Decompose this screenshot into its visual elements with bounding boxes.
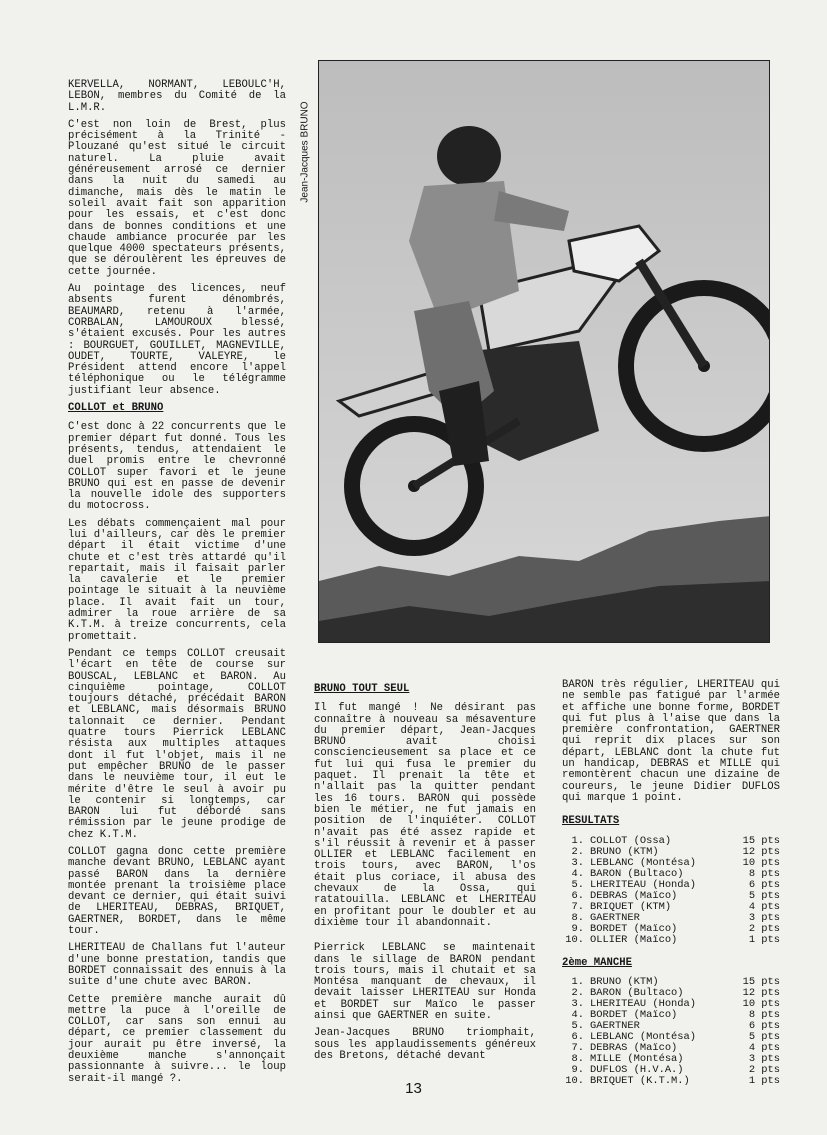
result-position: 1. (571, 975, 584, 988)
result-points: 10 pts (742, 856, 780, 869)
result-points: 2 pts (748, 922, 780, 935)
results-table-first-heat (562, 836, 780, 946)
result-position: 10. (565, 933, 584, 946)
result-rider: COLLOT (Ossa) (590, 834, 672, 847)
result-rider: BRIQUET (KTM) (590, 900, 672, 913)
result-points: 1 pts (748, 933, 780, 946)
photo-credit-text: Jean-Jacques BRUNO (299, 101, 311, 203)
motocross-photo (318, 60, 770, 643)
result-rider: BRIQUET (K.T.M.) (590, 1074, 690, 1087)
result-position: 9. (571, 922, 584, 935)
result-row (562, 924, 780, 935)
result-row (562, 891, 780, 902)
result-rider: LEBLANC (Montésa) (590, 856, 697, 869)
result-row (562, 935, 780, 946)
result-points: 4 pts (748, 900, 780, 913)
result-position: 4. (571, 1008, 584, 1021)
result-rider: LEBLANC (Montésa) (590, 1030, 697, 1043)
result-rider: DEBRAS (Maïco) (590, 1041, 678, 1054)
motocross-jump-illustration (319, 61, 770, 643)
result-rider: LHERITEAU (Honda) (590, 878, 697, 891)
results-heading: RESULTATS (562, 815, 620, 828)
result-position: 6. (571, 1030, 584, 1043)
collot-bruno-heading: COLLOT et BRUNO (68, 402, 164, 415)
second-heat-paragraph: Il fut mangé ! Ne désirant pas connaître à nouveau sa mésaventure du premier départ, Jean-Jacques BRUNO avait choisi consciencieusement sa place et ce fut lui qui fusa le premier du paquet. Il prenait la tête et n'allait pas la quitter pendant les 16 tours. BARON qui possède bien le métier, ne fut jamais en position de l'inquiéter. COLLOT n'avait pas été assez rapide et s'il réussit à revenir et à passer OLLIER et LEBLANC facilement en trois tours, avec BARON, l'os était plus coriace, il abusa des chevaux de la Ossa, qui ratatouilla. LEBLANC et LHERITEAU en profitant pour le doubler et au dixième tour il abandonnait. (314, 702, 536, 929)
result-points: 5 pts (748, 889, 780, 902)
result-position: 5. (571, 1019, 584, 1032)
result-row (562, 858, 780, 869)
result-rider: MILLE (Montésa) (590, 1052, 684, 1065)
result-rider: DUFLOS (H.V.A.) (590, 1063, 684, 1076)
debates-paragraph: Les débats commençaient mal pour lui d'ailleurs, car dès le premier départ il était victime d'une chute et c'est très attardé qu'il repartait, mais il faisait parler la cavalerie et le premier pointage le situait à la neuvième place. Il avait fait un tour, admirer la roue arrière de sa K.T.M. à treize concurrents, cela promettait. (68, 517, 286, 643)
result-position: 8. (571, 1052, 584, 1065)
absents-paragraph: Au pointage des licences, neuf absents furent dénombrés, BEAUMARD, retenu à l'armée, CORBALAN, LAMOUROUX blessé, s'étaient excusés. Pour les autres : BOURGUET, GOUILLET, MAGNEVILLE, OUDET, TOURTE, VALEYRE, le Président attend encore l'appel téléphonique ou le télégramme justifiant leur absence. (68, 283, 286, 397)
summary-paragraph: BARON très régulier, LHERITEAU qui ne semble pas fatigué par l'armée et affiche une bonne forme, BORDET qui fut plus à l'aise que dans la première confrontation, GAERTNER qui reprit dix places sur son départ, LEBLANC dont la chute fut un handicap, DEBRAS et MILLE qui remontèrent chacun une dizaine de coureurs, le jeune Didier DUFLOS qui marque 1 point. (562, 679, 780, 804)
result-rider: BRUNO (KTM) (590, 975, 659, 988)
lheriteau-paragraph: LHERITEAU de Challans fut l'auteur d'une bonne prestation, tandis que BORDET connaissait des ennuis à la suite d'une chute avec BARON. (68, 942, 286, 989)
middle-column (314, 680, 536, 1068)
result-rider: LHERITEAU (Honda) (590, 997, 697, 1010)
result-position: 9. (571, 1063, 584, 1076)
result-points: 8 pts (748, 1008, 780, 1021)
result-rider: BRUNO (KTM) (590, 845, 659, 858)
photo-credit (296, 62, 314, 242)
result-points: 3 pts (748, 1052, 780, 1065)
result-points: 15 pts (742, 975, 780, 988)
result-position: 4. (571, 867, 584, 880)
results-table-second-heat (562, 977, 780, 1087)
result-rider: BARON (Bultaco) (590, 986, 684, 999)
circuit-paragraph: C'est non loin de Brest, plus précisément à la Trinité - Plouzané qu'est situé le circuit naturel. La pluie avait généreusement arrosé ce dernier dans la nuit du samedi au dimanche, mais dès le matin le soleil avait fait son apparition pour les essais, et c'est donc dans de bonnes conditions et une chaude ambiance procurée par les quelque 4000 spectateurs présents, que se déroulèrent les épreuves de cette journée. (68, 118, 286, 278)
result-points: 6 pts (748, 1019, 780, 1032)
result-position: 7. (571, 900, 584, 913)
result-points: 12 pts (742, 845, 780, 858)
result-points: 8 pts (748, 867, 780, 880)
result-rider: BORDET (Maïco) (590, 922, 678, 935)
result-row (562, 847, 780, 858)
left-column (68, 80, 286, 1091)
result-position: 1. (571, 834, 584, 847)
result-position: 3. (571, 997, 584, 1010)
committee-paragraph: KERVELLA, NORMANT, LEBOULC'H, LEBON, membres du Comité de la L.M.R. (68, 79, 286, 114)
result-row (562, 836, 780, 847)
result-points: 6 pts (748, 878, 780, 891)
bruno-tout-seul-heading: BRUNO TOUT SEUL (314, 683, 410, 695)
result-row (562, 913, 780, 924)
result-rider: BORDET (Maïco) (590, 1008, 678, 1021)
second-heat-heading: 2ème MANCHE (562, 956, 632, 969)
result-row (562, 902, 780, 913)
result-points: 4 pts (748, 1041, 780, 1054)
result-rider: BARON (Bultaco) (590, 867, 684, 880)
result-row (562, 880, 780, 891)
result-position: 8. (571, 911, 584, 924)
start-paragraph: C'est donc à 22 concurrents que le premier départ fut donné. Tous les présents, tendus, attendaient le duel promis entre le chevronné COLLOT super favori et le jeune BRUNO qui est en passe de devenir la nouvelle idole des supporters du motocross. (68, 421, 286, 513)
result-position: 3. (571, 856, 584, 869)
result-position: 2. (571, 986, 584, 999)
second-heat-teaser-paragraph: Cette première manche aurait dû mettre la puce à l'oreille de COLLOT, car sans son ennui au départ, ce premier classement du jour aurait pu être inversé, la deuxième manche s'annonçait passionnante à suivre... le loup serait-il mangé ?. (68, 993, 286, 1085)
right-column (562, 680, 780, 1087)
page-number: 13 (405, 1080, 422, 1097)
result-rider: GAERTNER (590, 911, 640, 924)
result-points: 15 pts (742, 834, 780, 847)
result-points: 2 pts (748, 1063, 780, 1076)
result-position: 7. (571, 1041, 584, 1054)
result-position: 5. (571, 878, 584, 891)
result-points: 1 pts (748, 1074, 780, 1087)
result-row (562, 869, 780, 880)
result-position: 10. (565, 1074, 584, 1087)
leblanc-paragraph: Pierrick LEBLANC se maintenait dans le sillage de BARON pendant trois tours, mais il chutait et sa Montésa manquant de chevaux, il devait laisser LHERITEAU sur Honda et BORDET sur Maïco le passer ainsi que GAERTNER en suite. (314, 942, 536, 1023)
first-heat-result-paragraph: COLLOT gagna donc cette première manche devant BRUNO, LEBLANC ayant passé BARON dans la dernière montée prenant la troisième place devant ce dernier, qui était suivi de LHERITEAU, DEBRAS, BRIQUET, GAERTNER, BORDET, dans le même tour. (68, 846, 286, 938)
result-points: 10 pts (742, 997, 780, 1010)
result-rider: DEBRAS (Maïco) (590, 889, 678, 902)
result-position: 2. (571, 845, 584, 858)
result-position: 6. (571, 889, 584, 902)
bruno-triumph-paragraph: Jean-Jacques BRUNO triomphait, sous les applaudissements généreux des Bretons, détaché devant (314, 1027, 536, 1062)
result-rider: OLLIER (Maïco) (590, 933, 678, 946)
result-points: 12 pts (742, 986, 780, 999)
result-points: 5 pts (748, 1030, 780, 1043)
race-lead-paragraph: Pendant ce temps COLLOT creusait l'écart en tête de course sur BOUSCAL, LEBLANC et BARON. Au cinquième pointage, COLLOT toujours détaché, précédait BARON et LEBLANC, mais désormais BRUNO talonnait ce dernier. Pendant quatre tours Pierrick LEBLANC résista aux multiples attaques dont il fut l'objet, mais il ne put empêcher BRUNO de le passer dans le neuvième tour, il eut le mérite d'être le seul à avoir pu le contenir si longtemps, car BARON lui fut débordé sans rémission par le jeune prodige de chez K.T.M. (68, 647, 286, 841)
result-rider: GAERTNER (590, 1019, 640, 1032)
result-points: 3 pts (748, 911, 780, 924)
